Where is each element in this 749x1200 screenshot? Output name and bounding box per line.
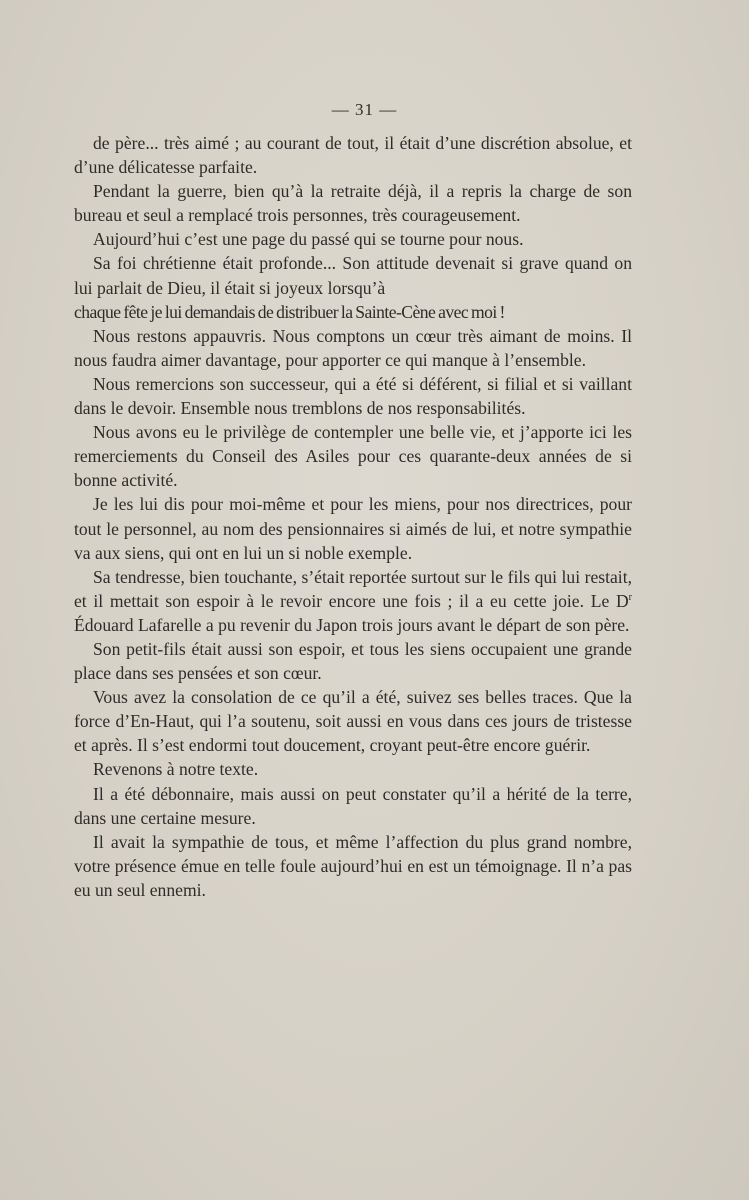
paragraph-14-text: Il avait la sympathie de tous, et même l’affection du plus grand nombre, votre présence émue en telle foule aujourd’hui en est un témoignage. Il n’a pas eu un seul ennemi.: [74, 831, 632, 900]
paragraph-5: [74, 324, 632, 372]
doctor-abbrev-superscript: r: [628, 591, 632, 603]
body-text: [74, 131, 632, 902]
paragraph-9-text-start: Sa tendresse, bien touchante, s’était reportée surtout sur le fils qui lui restait, et il mettait son espoir à le revoir encore une fois ; il a eu cette joie. Le D: [74, 566, 632, 611]
paragraph-8-text: Je les lui dis pour moi-même et pour les miens, pour nos directrices, pour tout le personnel, au nom des pensionnaires si aimés de lui, et notre sympathie va aux siens, qui ont en lui un si noble exemple.: [74, 494, 632, 563]
paragraph-7-text: Nous avons eu le privilège de contempler une belle vie, et j’apporte ici les remerciements du Conseil des Asiles pour ces quarante-deux années de si bonne activité.: [74, 422, 632, 491]
paragraph-2-text: Pendant la guerre, bien qu’à la retraite déjà, il a repris la charge de son bureau et seul a remplacé trois personnes, très courageusement.: [74, 181, 632, 226]
paragraph-1-text: de père... très aimé ; au courant de tout, il était d’une discrétion absolue, et d’une délicatesse parfaite.: [74, 133, 632, 178]
paragraph-6: [74, 372, 632, 420]
paragraph-4: [74, 251, 632, 299]
paragraph-4-last-line: [74, 300, 632, 324]
paragraph-14: [74, 830, 632, 902]
paragraph-10-text: Son petit-fils était aussi son espoir, et tous les siens occupaient une grande place dans ses pensées et son cœur.: [74, 638, 632, 684]
paragraph-4-text: Sa foi chrétienne était profonde... Son attitude devenait si grave quand on lui parlait de Dieu, il était si joyeux lorsqu’à: [74, 253, 632, 298]
paragraph-11: [74, 685, 632, 757]
page-number: — 31 —: [331, 100, 398, 119]
paragraph-3: [74, 227, 632, 251]
paragraph-13-text: Il a été débonnaire, mais aussi on peut constater qu’il a hérité de la terre, dans une certaine mesure.: [74, 783, 632, 828]
paragraph-9: [74, 565, 632, 637]
paragraph-12-text: Revenons à notre texte.: [93, 759, 259, 780]
paragraph-4-last-line-text: chaque fête je lui demandais de distribuer la Sainte-Cène avec moi !: [74, 301, 505, 322]
paragraph-6-text: Nous remercions son successeur, qui a été si déférent, si filial et si vaillant dans le devoir. Ensemble nous tremblons de nos responsabilités.: [74, 373, 632, 419]
paragraph-1: [74, 131, 632, 179]
paragraph-8: [74, 492, 632, 564]
paragraph-2: [74, 179, 632, 227]
paragraph-5-text: Nous restons appauvris. Nous comptons un cœur très aimant de moins. Il nous faudra aimer davantage, pour apporter ce qui manque à l’ensemble.: [74, 325, 632, 370]
paragraph-11-text: Vous avez la consolation de ce qu’il a été, suivez ses belles traces. Que la force d’En-Haut, qui l’a soutenu, soit aussi en vous dans ces jours de tristesse et après. Il s’est endormi tout doucement, croyant peut-être encore guérir.: [74, 687, 632, 756]
paragraph-12: [74, 757, 632, 781]
paragraph-10: [74, 637, 632, 685]
paragraph-9-text-end: Édouard Lafarelle a pu revenir du Japon trois jours avant le départ de son père.: [74, 614, 630, 635]
paragraph-3-text: Aujourd’hui c’est une page du passé qui se tourne pour nous.: [93, 229, 524, 250]
paragraph-13: [74, 782, 632, 830]
paragraph-7: [74, 420, 632, 492]
